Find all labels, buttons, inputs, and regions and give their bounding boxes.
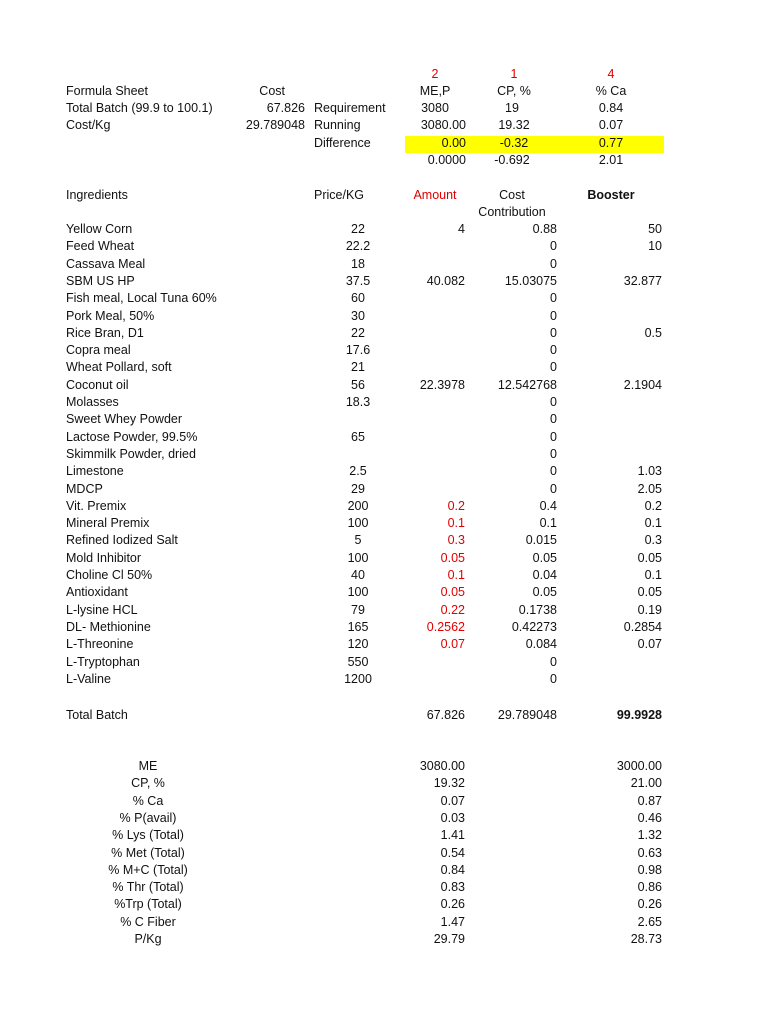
ingredient-booster: 0.1 — [644, 568, 662, 582]
nutrient-label: ME — [138, 759, 158, 773]
ratio-cp: -0.692 — [494, 153, 530, 167]
ingredient-name: L-Threonine — [66, 637, 134, 651]
ingredient-cost: 0 — [550, 395, 557, 409]
ingredient-amount: 0.22 — [440, 603, 465, 617]
ingredient-cost: 0 — [550, 430, 557, 444]
ingredient-price: 200 — [347, 499, 369, 513]
ingredient-name: SBM US HP — [66, 274, 135, 288]
ingredient-price: 65 — [351, 430, 365, 444]
ingredient-amount: 0.05 — [440, 551, 465, 565]
nutrient-booster: 21.00 — [630, 776, 662, 790]
ingredient-name: Pork Meal, 50% — [66, 309, 155, 323]
ingredient-cost: 0 — [550, 482, 557, 496]
nutrient-booster: 0.63 — [637, 846, 662, 860]
ingredient-name: Vit. Premix — [66, 499, 127, 513]
nutrient-label: P/Kg — [134, 932, 162, 946]
ingredient-price: 56 — [351, 378, 365, 392]
ingredient-price: 37.5 — [345, 274, 371, 288]
ingredient-amount: 22.3978 — [419, 378, 465, 392]
ingredient-booster: 0.07 — [637, 637, 662, 651]
ingredient-booster: 50 — [648, 222, 662, 236]
me-col-header: ME,P — [419, 84, 451, 98]
ingredient-cost: 0.05 — [532, 585, 557, 599]
cost-kg-label: Cost/Kg — [66, 118, 111, 132]
ingredient-booster: 0.2 — [644, 499, 662, 513]
ingredient-cost: 15.03075 — [504, 274, 557, 288]
ingredient-amount: 0.1 — [447, 568, 465, 582]
ingredient-cost: 0.1738 — [518, 603, 557, 617]
nutrient-value: 0.84 — [440, 863, 465, 877]
ingredient-name: Molasses — [66, 395, 119, 409]
ingredients-header: Ingredients — [66, 188, 128, 202]
requirement-label: Requirement — [314, 101, 386, 115]
nutrient-label: % Ca — [132, 794, 164, 808]
ingredient-name: Sweet Whey Powder — [66, 412, 183, 426]
nutrient-label: % Met (Total) — [111, 846, 185, 860]
ingredient-booster: 0.2854 — [623, 620, 662, 634]
ingredient-name: Limestone — [66, 464, 124, 478]
ingredient-cost: 0.05 — [532, 551, 557, 565]
ratio-me: 0.0000 — [427, 153, 466, 167]
ingredient-name: Fish meal, Local Tuna 60% — [66, 291, 217, 305]
ingredient-booster: 1.03 — [637, 464, 662, 478]
ingredient-booster: 0.05 — [637, 585, 662, 599]
cp-col-header: CP, % — [497, 84, 531, 98]
ingredient-cost: 0 — [550, 326, 557, 340]
ingredient-name: Yellow Corn — [66, 222, 133, 236]
ingredient-cost: 0 — [550, 464, 557, 478]
ingredient-name: MDCP — [66, 482, 103, 496]
ingredient-name: Refined Iodized Salt — [66, 533, 178, 547]
ingredient-price: 22 — [351, 326, 365, 340]
nutrient-value: 0.03 — [440, 811, 465, 825]
ingredient-cost: 0.04 — [532, 568, 557, 582]
ingredient-name: Rice Bran, D1 — [66, 326, 144, 340]
ingredient-cost: 12.542768 — [497, 378, 557, 392]
nutrient-booster: 28.73 — [630, 932, 662, 946]
ingredient-price: 40 — [351, 568, 365, 582]
running-label: Running — [314, 118, 361, 132]
nutrient-value: 0.54 — [440, 846, 465, 860]
amount-header: Amount — [413, 188, 457, 202]
ingredient-name: Copra meal — [66, 343, 131, 357]
ingredient-booster: 0.5 — [644, 326, 662, 340]
ingredient-name: L-Valine — [66, 672, 111, 686]
nutrient-label: % C Fiber — [120, 915, 176, 929]
totals-amount: 67.826 — [426, 708, 465, 722]
ingredient-price: 2.5 — [349, 464, 367, 478]
ingredient-cost: 0 — [550, 655, 557, 669]
difference-ca: 0.77 — [598, 136, 624, 150]
running-cp: 19.32 — [498, 118, 530, 132]
requirement-cp: 19 — [505, 101, 519, 115]
totals-booster: 99.9928 — [616, 708, 662, 722]
ingredient-amount: 0.2562 — [426, 620, 465, 634]
ingredient-cost: 0.015 — [525, 533, 557, 547]
ingredient-cost: 0.88 — [532, 222, 557, 236]
ingredient-cost: 0.4 — [539, 499, 557, 513]
total-batch-value: 67.826 — [266, 101, 305, 115]
price-header: Price/KG — [314, 188, 365, 202]
ca-col-header: % Ca — [595, 84, 627, 98]
running-me: 3080.00 — [420, 118, 466, 132]
ingredient-amount: 40.082 — [426, 274, 465, 288]
ingredient-cost: 0 — [550, 447, 557, 461]
nutrient-value: 0.26 — [440, 897, 465, 911]
ingredient-price: 30 — [351, 309, 365, 323]
ingredient-name: Wheat Pollard, soft — [66, 360, 172, 374]
nutrient-booster: 0.87 — [637, 794, 662, 808]
ingredient-name: Choline Cl 50% — [66, 568, 153, 582]
requirement-ca: 0.84 — [598, 101, 624, 115]
ingredient-cost: 0 — [550, 672, 557, 686]
ingredient-name: Cassava Meal — [66, 257, 146, 271]
ingredient-cost: 0 — [550, 343, 557, 357]
cost-header: Cost — [259, 84, 285, 98]
nutrient-booster: 0.98 — [637, 863, 662, 877]
ingredient-amount: 0.07 — [440, 637, 465, 651]
ingredient-booster: 0.05 — [637, 551, 662, 565]
ingredient-amount: 0.05 — [440, 585, 465, 599]
ingredient-amount: 4 — [458, 222, 465, 236]
ingredient-cost: 0 — [550, 291, 557, 305]
total-batch-label: Total Batch (99.9 to 100.1) — [66, 101, 213, 115]
formula-sheet-title: Formula Sheet — [66, 84, 148, 98]
ingredient-price: 550 — [347, 655, 369, 669]
priority-ca: 4 — [607, 67, 615, 81]
ingredient-name: Mineral Premix — [66, 516, 150, 530]
nutrient-booster: 3000.00 — [616, 759, 662, 773]
ingredient-name: Antioxidant — [66, 585, 128, 599]
ingredient-booster: 10 — [648, 239, 662, 253]
ingredient-booster: 2.05 — [637, 482, 662, 496]
nutrient-booster: 1.32 — [637, 828, 662, 842]
ingredient-booster: 2.1904 — [623, 378, 662, 392]
ingredient-name: Lactose Powder, 99.5% — [66, 430, 198, 444]
ingredient-cost: 0.1 — [539, 516, 557, 530]
running-ca: 0.07 — [598, 118, 624, 132]
ingredient-price: 120 — [347, 637, 369, 651]
ingredient-price: 100 — [347, 585, 369, 599]
ingredient-price: 100 — [347, 516, 369, 530]
ingredient-cost: 0.084 — [525, 637, 557, 651]
cost-header-2: Contribution — [478, 205, 546, 219]
totals-label: Total Batch — [66, 708, 128, 722]
ingredient-booster: 0.3 — [644, 533, 662, 547]
cost-kg-value: 29.789048 — [245, 118, 305, 132]
ingredient-name: Feed Wheat — [66, 239, 135, 253]
nutrient-label: CP, % — [131, 776, 165, 790]
nutrient-value: 1.41 — [440, 828, 465, 842]
ingredient-amount: 0.1 — [447, 516, 465, 530]
ingredient-amount: 0.3 — [447, 533, 465, 547]
nutrient-value: 0.83 — [440, 880, 465, 894]
nutrient-booster: 0.46 — [637, 811, 662, 825]
difference-cp: -0.32 — [499, 136, 529, 150]
ingredient-cost: 0 — [550, 360, 557, 374]
nutrient-booster: 0.86 — [637, 880, 662, 894]
priority-cp: 1 — [510, 67, 518, 81]
booster-header: Booster — [587, 188, 635, 202]
nutrient-value: 3080.00 — [419, 759, 465, 773]
ingredient-price: 22.2 — [345, 239, 371, 253]
nutrient-value: 0.07 — [440, 794, 465, 808]
nutrient-booster: 0.26 — [637, 897, 662, 911]
ingredient-cost: 0 — [550, 257, 557, 271]
ingredient-price: 100 — [347, 551, 369, 565]
ingredient-cost: 0 — [550, 309, 557, 323]
nutrient-label: % Lys (Total) — [112, 828, 184, 842]
requirement-me: 3080 — [421, 101, 449, 115]
nutrient-label: %Trp (Total) — [114, 897, 182, 911]
ingredient-booster: 0.19 — [637, 603, 662, 617]
ingredient-amount: 0.2 — [447, 499, 465, 513]
ingredient-price: 29 — [351, 482, 365, 496]
ingredient-price: 5 — [354, 533, 362, 547]
difference-label: Difference — [314, 136, 371, 150]
ingredient-price: 60 — [351, 291, 365, 305]
ingredient-price: 1200 — [344, 672, 372, 686]
ingredient-cost: 0 — [550, 239, 557, 253]
nutrient-label: % M+C (Total) — [108, 863, 188, 877]
ingredient-price: 21 — [351, 360, 365, 374]
ingredient-name: Mold Inhibitor — [66, 551, 142, 565]
totals-cost: 29.789048 — [497, 708, 557, 722]
ingredient-cost: 0.42273 — [511, 620, 557, 634]
difference-me: 0.00 — [441, 136, 466, 150]
nutrient-label: % Thr (Total) — [112, 880, 184, 894]
ingredient-cost: 0 — [550, 412, 557, 426]
ingredient-price: 79 — [351, 603, 365, 617]
ingredient-price: 18 — [351, 257, 365, 271]
ratio-ca: 2.01 — [598, 153, 624, 167]
cost-header-1: Cost — [499, 188, 525, 202]
ingredient-name: DL- Methionine — [66, 620, 151, 634]
ingredient-name: L-lysine HCL — [66, 603, 138, 617]
nutrient-label: % P(avail) — [119, 811, 177, 825]
ingredient-name: L-Tryptophan — [66, 655, 140, 669]
priority-me: 2 — [431, 67, 439, 81]
nutrient-value: 29.79 — [433, 932, 465, 946]
nutrient-booster: 2.65 — [637, 915, 662, 929]
ingredient-booster: 32.877 — [623, 274, 662, 288]
ingredient-price: 18.3 — [345, 395, 371, 409]
ingredient-booster: 0.1 — [644, 516, 662, 530]
ingredient-name: Coconut oil — [66, 378, 129, 392]
ingredient-price: 17.6 — [345, 343, 371, 357]
nutrient-value: 1.47 — [440, 915, 465, 929]
nutrient-value: 19.32 — [433, 776, 465, 790]
ingredient-price: 22 — [351, 222, 365, 236]
ingredient-price: 165 — [347, 620, 369, 634]
ingredient-name: Skimmilk Powder, dried — [66, 447, 196, 461]
